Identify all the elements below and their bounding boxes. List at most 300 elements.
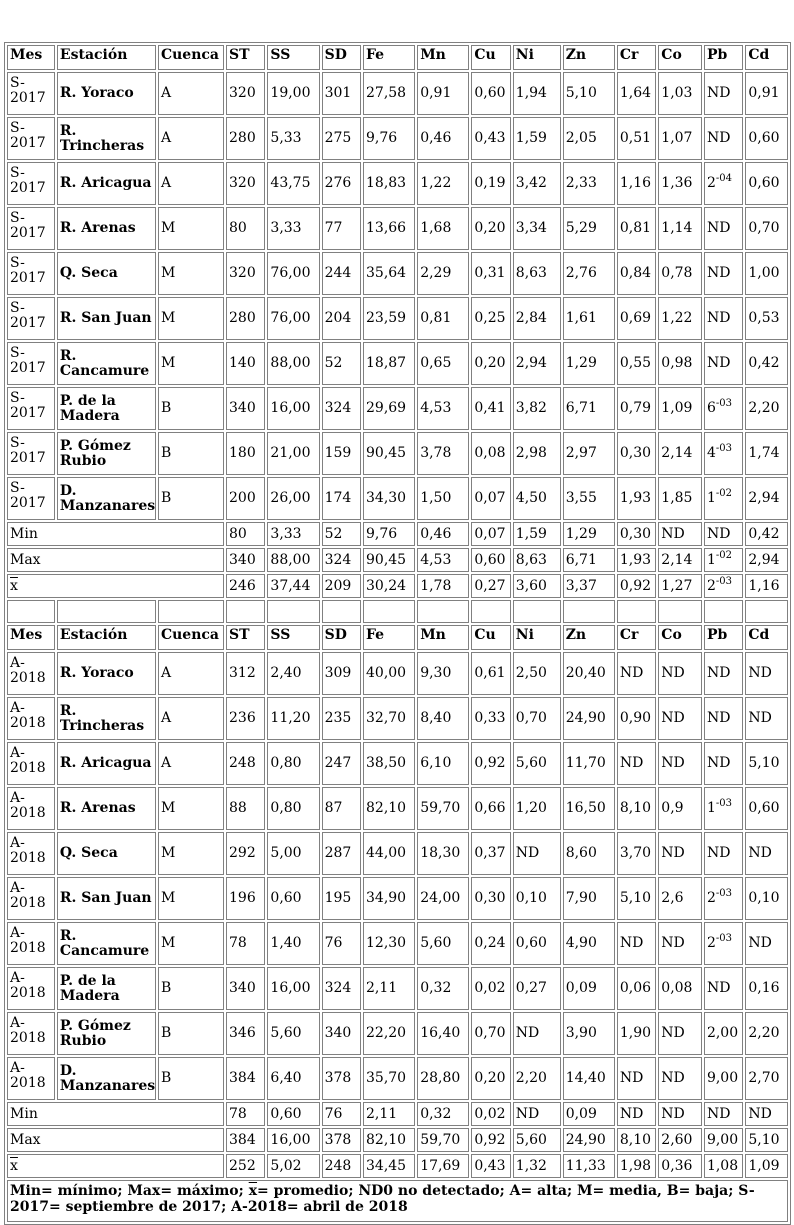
cuenca-cell: M [158, 252, 224, 295]
sd-summary-cell: 52 [322, 522, 361, 546]
zn-cell: 1,29 [563, 342, 615, 385]
co-summary-cell: 1,27 [658, 574, 702, 598]
st-cell: 78 [226, 922, 265, 965]
table-row [7, 387, 788, 430]
column-header: Cd [745, 45, 788, 70]
mn-cell: 9,30 [417, 652, 469, 695]
cuenca-cell: M [158, 342, 224, 385]
mn-cell: 6,10 [417, 742, 469, 785]
cd-summary-cell: 1,09 [745, 1154, 788, 1178]
pb-cell: ND [704, 742, 743, 785]
co-cell: 0,08 [658, 967, 702, 1010]
mn-summary-cell: 59,70 [417, 1128, 469, 1152]
sd-cell: 77 [322, 207, 361, 250]
co-cell: ND [658, 832, 702, 875]
cr-cell: 0,51 [617, 117, 656, 160]
sd-cell: 247 [322, 742, 361, 785]
cd-cell: 5,10 [745, 742, 788, 785]
ni-cell: 1,94 [513, 72, 561, 115]
cr-cell: 1,93 [617, 477, 656, 520]
cu-cell: 0,66 [471, 787, 510, 830]
st-cell: 320 [226, 162, 265, 205]
co-summary-cell: 0,36 [658, 1154, 702, 1178]
st-summary-cell: 384 [226, 1128, 265, 1152]
empty-cell [658, 600, 702, 623]
ni-cell: 8,63 [513, 252, 561, 295]
co-summary-cell: ND [658, 522, 702, 546]
cu-cell: 0,92 [471, 742, 510, 785]
cr-cell: 0,90 [617, 697, 656, 740]
st-summary-cell: 246 [226, 574, 265, 598]
ss-cell: 5,33 [267, 117, 319, 160]
heavy-metals-table [4, 42, 791, 1225]
empty-cell [417, 600, 469, 623]
column-header: Fe [363, 45, 415, 70]
ss-summary-cell: 16,00 [267, 1128, 319, 1152]
cr-cell: 1,16 [617, 162, 656, 205]
st-cell: 320 [226, 72, 265, 115]
cr-cell: 0,55 [617, 342, 656, 385]
co-cell: ND [658, 697, 702, 740]
cuenca-cell: M [158, 297, 224, 340]
zn-cell: 2,76 [563, 252, 615, 295]
column-header: Co [658, 45, 702, 70]
pb-summary-cell: 1,08 [704, 1154, 743, 1178]
cr-cell: 0,84 [617, 252, 656, 295]
cd-summary-cell: 2,94 [745, 548, 788, 572]
ni-cell: 1,59 [513, 117, 561, 160]
ss-cell: 5,60 [267, 1012, 319, 1055]
sd-cell: 324 [322, 967, 361, 1010]
ni-cell: 3,82 [513, 387, 561, 430]
ss-cell: 2,40 [267, 652, 319, 695]
cu-cell: 0,31 [471, 252, 510, 295]
cu-cell: 0,08 [471, 432, 510, 475]
column-header: Mn [417, 45, 469, 70]
mn-summary-cell: 17,69 [417, 1154, 469, 1178]
estacion-cell: R. Trincheras [57, 697, 156, 740]
empty-cell [745, 600, 788, 623]
cd-summary-cell: 1,16 [745, 574, 788, 598]
estacion-cell: R. San Juan [57, 297, 156, 340]
co-cell: ND [658, 652, 702, 695]
ss-cell: 0,60 [267, 877, 319, 920]
cd-summary-cell: 0,42 [745, 522, 788, 546]
cr-cell: 1,90 [617, 1012, 656, 1055]
co-cell: 0,9 [658, 787, 702, 830]
estacion-cell: R. Arenas [57, 787, 156, 830]
table-row [7, 342, 788, 385]
cr-summary-cell: ND [617, 1102, 656, 1126]
mes-cell: A-2018 [7, 832, 55, 875]
column-header: Ni [513, 45, 561, 70]
sd-cell: 378 [322, 1057, 361, 1100]
cr-cell: ND [617, 922, 656, 965]
estacion-cell: P. Gómez Rubio [57, 432, 156, 475]
mn-cell: 0,32 [417, 967, 469, 1010]
mn-cell: 16,40 [417, 1012, 469, 1055]
cd-cell: 2,94 [745, 477, 788, 520]
empty-cell [7, 600, 55, 623]
cd-cell: 0,91 [745, 72, 788, 115]
table-row [7, 1012, 788, 1055]
cu-summary-cell: 0,60 [471, 548, 510, 572]
ni-cell: ND [513, 832, 561, 875]
cuenca-cell: M [158, 787, 224, 830]
cu-cell: 0,33 [471, 697, 510, 740]
empty-cell [57, 600, 156, 623]
fe-cell: 34,30 [363, 477, 415, 520]
cr-cell: ND [617, 652, 656, 695]
estacion-cell: R. Trincheras [57, 117, 156, 160]
column-header: Mes [7, 625, 55, 650]
sd-cell: 52 [322, 342, 361, 385]
mn-cell: 1,50 [417, 477, 469, 520]
mn-cell: 3,78 [417, 432, 469, 475]
empty-cell [226, 600, 265, 623]
co-cell: ND [658, 922, 702, 965]
cd-cell: 0,53 [745, 297, 788, 340]
mn-cell: 24,00 [417, 877, 469, 920]
sd-cell: 301 [322, 72, 361, 115]
pb-summary-cell: 9,00 [704, 1128, 743, 1152]
mn-cell: 18,30 [417, 832, 469, 875]
sd-cell: 287 [322, 832, 361, 875]
mn-cell: 4,53 [417, 387, 469, 430]
pb-cell: ND [704, 342, 743, 385]
mes-cell: A-2018 [7, 742, 55, 785]
column-header: SD [322, 45, 361, 70]
cr-cell: 0,69 [617, 297, 656, 340]
pb-cell: ND [704, 252, 743, 295]
estacion-cell: R. San Juan [57, 877, 156, 920]
co-cell: 1,36 [658, 162, 702, 205]
fe-summary-cell: 2,11 [363, 1102, 415, 1126]
cd-cell: 0,10 [745, 877, 788, 920]
co-summary-cell: ND [658, 1102, 702, 1126]
sd-summary-cell: 76 [322, 1102, 361, 1126]
st-cell: 292 [226, 832, 265, 875]
column-header: Estación [57, 625, 156, 650]
ss-cell: 6,40 [267, 1057, 319, 1100]
ss-cell: 88,00 [267, 342, 319, 385]
mn-cell: 28,80 [417, 1057, 469, 1100]
cu-cell: 0,25 [471, 297, 510, 340]
ni-cell: 5,60 [513, 742, 561, 785]
fe-cell: 34,90 [363, 877, 415, 920]
ni-cell: 2,84 [513, 297, 561, 340]
mes-cell: S-2017 [7, 207, 55, 250]
mn-cell: 0,65 [417, 342, 469, 385]
st-cell: 180 [226, 432, 265, 475]
cd-cell: ND [745, 832, 788, 875]
summary-label: Max [7, 1128, 224, 1152]
summary-label: Min [7, 1102, 224, 1126]
column-header: Mn [417, 625, 469, 650]
mn-cell: 0,81 [417, 297, 469, 340]
zn-cell: 14,40 [563, 1057, 615, 1100]
co-summary-cell: 2,60 [658, 1128, 702, 1152]
fe-cell: 18,83 [363, 162, 415, 205]
column-header: Zn [563, 625, 615, 650]
cuenca-cell: A [158, 742, 224, 785]
estacion-cell: R. Yoraco [57, 72, 156, 115]
ss-cell: 19,00 [267, 72, 319, 115]
co-cell: 1,22 [658, 297, 702, 340]
cu-cell: 0,19 [471, 162, 510, 205]
footnote-row [7, 1180, 788, 1222]
summary-label: $\overline{x}$ [7, 574, 224, 598]
table-row [7, 477, 788, 520]
zn-cell: 7,90 [563, 877, 615, 920]
st-cell: 346 [226, 1012, 265, 1055]
mes-cell: A-2018 [7, 967, 55, 1010]
co-cell: 1,03 [658, 72, 702, 115]
cu-cell: 0,20 [471, 1057, 510, 1100]
empty-cell [267, 600, 319, 623]
cd-cell: 0,16 [745, 967, 788, 1010]
fe-cell: 35,64 [363, 252, 415, 295]
sd-cell: 174 [322, 477, 361, 520]
ss-summary-cell: 37,44 [267, 574, 319, 598]
fe-cell: 40,00 [363, 652, 415, 695]
cu-cell: 0,41 [471, 387, 510, 430]
column-header: Cd [745, 625, 788, 650]
table-row [7, 1057, 788, 1100]
cu-summary-cell: 0,02 [471, 1102, 510, 1126]
fe-cell: 13,66 [363, 207, 415, 250]
mn-summary-cell: 0,46 [417, 522, 469, 546]
st-cell: 320 [226, 252, 265, 295]
zn-cell: 11,70 [563, 742, 615, 785]
cu-cell: 0,07 [471, 477, 510, 520]
ss-summary-cell: 3,33 [267, 522, 319, 546]
column-header: Cr [617, 45, 656, 70]
cd-cell: 2,20 [745, 1012, 788, 1055]
estacion-cell: R. Cancamure [57, 342, 156, 385]
fe-cell: 27,58 [363, 72, 415, 115]
co-cell: ND [658, 742, 702, 785]
cr-cell: 0,79 [617, 387, 656, 430]
table-row [7, 832, 788, 875]
zn-summary-cell: 0,09 [563, 1102, 615, 1126]
cu-cell: 0,43 [471, 117, 510, 160]
fe-summary-cell: 90,45 [363, 548, 415, 572]
st-cell: 340 [226, 967, 265, 1010]
cuenca-cell: M [158, 207, 224, 250]
table-row [7, 72, 788, 115]
footnote: Min= mínimo; Max= máximo; $\overline{x}=$ promedio; ND0 no detectado; A= alta; M= media, B= baja; S-2017= septiembre de 2017; A-2018= abril de 2018 [7, 1180, 788, 1222]
mes-cell: A-2018 [7, 877, 55, 920]
cuenca-cell: B [158, 387, 224, 430]
mn-summary-cell: 0,32 [417, 1102, 469, 1126]
mes-cell: A-2018 [7, 787, 55, 830]
estacion-cell: Q. Seca [57, 252, 156, 295]
pb-cell: ND [704, 117, 743, 160]
st-summary-cell: 252 [226, 1154, 265, 1178]
co-cell: ND [658, 1012, 702, 1055]
estacion-cell: D. Manzanares [57, 477, 156, 520]
column-header: ST [226, 45, 265, 70]
ni-cell: 0,70 [513, 697, 561, 740]
mn-summary-cell: 4,53 [417, 548, 469, 572]
pb-cell: $2^{-03}$ [704, 922, 743, 965]
sd-cell: 309 [322, 652, 361, 695]
ss-summary-cell: 5,02 [267, 1154, 319, 1178]
cd-cell: 2,70 [745, 1057, 788, 1100]
ss-cell: 43,75 [267, 162, 319, 205]
estacion-cell: R. Arenas [57, 207, 156, 250]
mn-cell: 2,29 [417, 252, 469, 295]
pb-cell: 9,00 [704, 1057, 743, 1100]
cu-cell: 0,70 [471, 1012, 510, 1055]
ss-cell: 16,00 [267, 967, 319, 1010]
co-cell: ND [658, 1057, 702, 1100]
column-header: SD [322, 625, 361, 650]
estacion-cell: R. Yoraco [57, 652, 156, 695]
ni-cell: ND [513, 1012, 561, 1055]
table-row [7, 432, 788, 475]
ni-summary-cell: 5,60 [513, 1128, 561, 1152]
table-row [7, 297, 788, 340]
summary-row [7, 1154, 788, 1178]
co-cell: 1,85 [658, 477, 702, 520]
zn-cell: 0,09 [563, 967, 615, 1010]
sd-cell: 276 [322, 162, 361, 205]
sd-cell: 340 [322, 1012, 361, 1055]
cuenca-cell: M [158, 877, 224, 920]
cu-summary-cell: 0,43 [471, 1154, 510, 1178]
mn-cell: 0,91 [417, 72, 469, 115]
fe-summary-cell: 30,24 [363, 574, 415, 598]
zn-summary-cell: 24,90 [563, 1128, 615, 1152]
fe-cell: 29,69 [363, 387, 415, 430]
ss-cell: 5,00 [267, 832, 319, 875]
sd-cell: 235 [322, 697, 361, 740]
pb-cell: $6^{-03}$ [704, 387, 743, 430]
co-cell: 2,6 [658, 877, 702, 920]
empty-cell [513, 600, 561, 623]
cuenca-cell: A [158, 72, 224, 115]
mes-cell: A-2018 [7, 697, 55, 740]
cd-cell: ND [745, 697, 788, 740]
sd-cell: 87 [322, 787, 361, 830]
column-header: Mes [7, 45, 55, 70]
cuenca-cell: A [158, 697, 224, 740]
st-cell: 312 [226, 652, 265, 695]
pb-cell: ND [704, 832, 743, 875]
cr-cell: 0,06 [617, 967, 656, 1010]
st-cell: 340 [226, 387, 265, 430]
pb-summary-cell: ND [704, 522, 743, 546]
fe-cell: 22,20 [363, 1012, 415, 1055]
ni-cell: 2,20 [513, 1057, 561, 1100]
cu-summary-cell: 0,27 [471, 574, 510, 598]
st-cell: 236 [226, 697, 265, 740]
column-header: SS [267, 45, 319, 70]
cuenca-cell: A [158, 162, 224, 205]
mes-cell: S-2017 [7, 342, 55, 385]
table-row [7, 742, 788, 785]
cu-cell: 0,37 [471, 832, 510, 875]
st-summary-cell: 78 [226, 1102, 265, 1126]
pb-cell: $2^{-03}$ [704, 877, 743, 920]
ni-cell: 2,50 [513, 652, 561, 695]
estacion-cell: R. Cancamure [57, 922, 156, 965]
zn-cell: 3,55 [563, 477, 615, 520]
table-row [7, 697, 788, 740]
pb-cell: ND [704, 207, 743, 250]
column-header: Cu [471, 625, 510, 650]
summary-label: $\overline{x}$ [7, 1154, 224, 1178]
st-cell: 140 [226, 342, 265, 385]
zn-cell: 8,60 [563, 832, 615, 875]
table-row [7, 877, 788, 920]
table-row [7, 787, 788, 830]
pb-cell: 2,00 [704, 1012, 743, 1055]
summary-row [7, 548, 788, 572]
zn-summary-cell: 11,33 [563, 1154, 615, 1178]
cr-summary-cell: 1,98 [617, 1154, 656, 1178]
empty-cell [363, 600, 415, 623]
cr-cell: 3,70 [617, 832, 656, 875]
column-header: Ni [513, 625, 561, 650]
sd-summary-cell: 209 [322, 574, 361, 598]
st-cell: 280 [226, 117, 265, 160]
st-cell: 88 [226, 787, 265, 830]
ni-cell: 3,34 [513, 207, 561, 250]
fe-cell: 2,11 [363, 967, 415, 1010]
summary-row [7, 574, 788, 598]
mes-cell: A-2018 [7, 1012, 55, 1055]
pb-cell: $1^{-02}$ [704, 477, 743, 520]
mes-cell: A-2018 [7, 652, 55, 695]
zn-cell: 2,33 [563, 162, 615, 205]
column-header: Estación [57, 45, 156, 70]
co-cell: 0,78 [658, 252, 702, 295]
zn-cell: 16,50 [563, 787, 615, 830]
cd-cell: 2,20 [745, 387, 788, 430]
zn-cell: 4,90 [563, 922, 615, 965]
estacion-cell: D. Manzanares [57, 1057, 156, 1100]
ss-cell: 76,00 [267, 297, 319, 340]
ni-cell: 0,10 [513, 877, 561, 920]
cd-cell: 0,60 [745, 162, 788, 205]
fe-summary-cell: 34,45 [363, 1154, 415, 1178]
zn-cell: 1,61 [563, 297, 615, 340]
cr-cell: 1,64 [617, 72, 656, 115]
fe-cell: 90,45 [363, 432, 415, 475]
column-header: Pb [704, 45, 743, 70]
cd-cell: 0,42 [745, 342, 788, 385]
mes-cell: S-2017 [7, 432, 55, 475]
mn-cell: 1,22 [417, 162, 469, 205]
pb-cell: ND [704, 697, 743, 740]
fe-cell: 44,00 [363, 832, 415, 875]
pb-cell: $2^{-04}$ [704, 162, 743, 205]
spacer-row [7, 600, 788, 623]
cu-cell: 0,60 [471, 72, 510, 115]
data-table-wrapper [4, 42, 791, 1225]
fe-cell: 9,76 [363, 117, 415, 160]
fe-cell: 12,30 [363, 922, 415, 965]
cuenca-cell: B [158, 1012, 224, 1055]
empty-cell [704, 600, 743, 623]
cuenca-cell: B [158, 1057, 224, 1100]
cuenca-cell: M [158, 922, 224, 965]
pb-cell: ND [704, 297, 743, 340]
cd-summary-cell: 5,10 [745, 1128, 788, 1152]
